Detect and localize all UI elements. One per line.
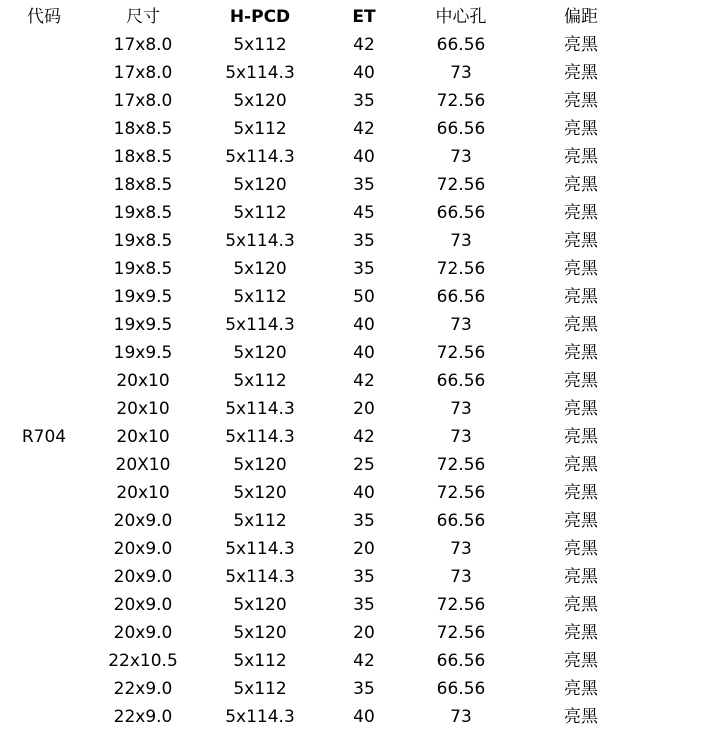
cell-finish: 亮黑 <box>564 427 598 447</box>
cell-et: 25 <box>353 455 375 475</box>
cell-finish: 亮黑 <box>564 371 598 391</box>
header-offset: 偏距 <box>564 7 598 27</box>
cell-spacer <box>646 143 703 171</box>
cell-hpcd: 5x114.3 <box>225 427 295 447</box>
cell-et: 40 <box>353 63 375 83</box>
cell-hpcd: 5x114.3 <box>225 399 295 419</box>
cell-finish: 亮黑 <box>564 63 598 83</box>
cell-finish: 亮黑 <box>564 595 598 615</box>
cell-code <box>0 199 88 227</box>
cell-code <box>0 59 88 87</box>
cell-finish: 亮黑 <box>564 315 598 335</box>
cell-size: 20X10 <box>115 455 171 475</box>
cell-et: 50 <box>353 287 375 307</box>
cell-et: 35 <box>353 175 375 195</box>
table-row <box>0 535 703 563</box>
cell-hpcd: 5x112 <box>233 679 287 699</box>
cell-hpcd: 5x120 <box>233 259 287 279</box>
cell-hpcd: 5x112 <box>233 511 287 531</box>
header-center-bore: 中心孔 <box>435 7 487 27</box>
cell-code <box>0 703 88 731</box>
table-row <box>0 339 703 367</box>
cell-et: 42 <box>353 371 375 391</box>
cell-finish: 亮黑 <box>564 203 598 223</box>
cell-et: 42 <box>353 651 375 671</box>
cell-hpcd: 5x114.3 <box>225 231 295 251</box>
cell-hpcd: 5x120 <box>233 595 287 615</box>
cell-et: 35 <box>353 679 375 699</box>
cell-size: 20x9.0 <box>113 623 173 643</box>
cell-size: 20x9.0 <box>113 595 173 615</box>
cell-hpcd: 5x114.3 <box>225 707 295 727</box>
cell-hpcd: 5x114.3 <box>225 315 295 335</box>
cell-spacer <box>646 115 703 143</box>
cell-et: 35 <box>353 231 375 251</box>
cell-spacer <box>646 423 703 451</box>
cell-center-bore: 72.56 <box>436 455 486 475</box>
cell-size: 19x9.5 <box>113 343 173 363</box>
table-row <box>0 591 703 619</box>
header-row <box>0 3 703 31</box>
cell-center-bore: 73 <box>450 315 472 335</box>
cell-et: 35 <box>353 511 375 531</box>
table-row <box>0 199 703 227</box>
cell-size: 22x10.5 <box>108 651 178 671</box>
cell-code <box>0 339 88 367</box>
wheel-spec-table <box>0 3 703 731</box>
cell-et: 42 <box>353 119 375 139</box>
table-row <box>0 367 703 395</box>
cell-size: 20x10 <box>116 371 170 391</box>
table-row <box>0 59 703 87</box>
cell-et: 40 <box>353 147 375 167</box>
cell-size: 19x9.5 <box>113 315 173 335</box>
cell-size: 18x8.5 <box>113 119 173 139</box>
cell-finish: 亮黑 <box>564 567 598 587</box>
cell-code <box>0 31 88 59</box>
cell-center-bore: 72.56 <box>436 623 486 643</box>
cell-finish: 亮黑 <box>564 679 598 699</box>
cell-size: 20x10 <box>116 483 170 503</box>
table-row <box>0 675 703 703</box>
cell-code <box>0 619 88 647</box>
cell-finish: 亮黑 <box>564 231 598 251</box>
cell-hpcd: 5x114.3 <box>225 539 295 559</box>
cell-hpcd: 5x114.3 <box>225 147 295 167</box>
table-row <box>0 619 703 647</box>
cell-center-bore: 73 <box>450 567 472 587</box>
cell-code <box>0 675 88 703</box>
cell-size: 17x8.0 <box>113 91 173 111</box>
cell-size: 22x9.0 <box>113 679 173 699</box>
table-row <box>0 703 703 731</box>
table-row <box>0 31 703 59</box>
cell-finish: 亮黑 <box>564 483 598 503</box>
cell-code <box>0 87 88 115</box>
cell-hpcd: 5x112 <box>233 651 287 671</box>
cell-hpcd: 5x112 <box>233 35 287 55</box>
cell-code <box>0 591 88 619</box>
cell-finish: 亮黑 <box>564 707 598 727</box>
table-row <box>0 647 703 675</box>
header-size: 尺寸 <box>126 7 160 27</box>
cell-spacer <box>646 647 703 675</box>
cell-et: 35 <box>353 259 375 279</box>
cell-spacer <box>646 703 703 731</box>
table-row <box>0 171 703 199</box>
cell-hpcd: 5x112 <box>233 287 287 307</box>
cell-hpcd: 5x114.3 <box>225 567 295 587</box>
cell-spacer <box>646 563 703 591</box>
cell-et: 40 <box>353 707 375 727</box>
cell-size: 19x8.5 <box>113 231 173 251</box>
cell-center-bore: 73 <box>450 707 472 727</box>
cell-spacer <box>646 31 703 59</box>
table-row <box>0 87 703 115</box>
cell-spacer <box>646 311 703 339</box>
cell-et: 40 <box>353 343 375 363</box>
table-row <box>0 255 703 283</box>
table-row <box>0 311 703 339</box>
table-row <box>0 423 703 451</box>
cell-center-bore: 73 <box>450 231 472 251</box>
table-row <box>0 143 703 171</box>
cell-spacer <box>646 227 703 255</box>
cell-finish: 亮黑 <box>564 175 598 195</box>
cell-code <box>0 451 88 479</box>
cell-spacer <box>646 171 703 199</box>
cell-center-bore: 66.56 <box>436 287 486 307</box>
cell-et: 20 <box>353 399 375 419</box>
cell-hpcd: 5x120 <box>233 483 287 503</box>
cell-size: 17x8.0 <box>113 63 173 83</box>
cell-size: 22x9.0 <box>113 707 173 727</box>
cell-hpcd: 5x120 <box>233 91 287 111</box>
cell-center-bore: 73 <box>450 147 472 167</box>
cell-center-bore: 72.56 <box>436 259 486 279</box>
cell-code <box>0 479 88 507</box>
cell-center-bore: 66.56 <box>436 119 486 139</box>
cell-size: 18x8.5 <box>113 147 173 167</box>
cell-center-bore: 66.56 <box>436 651 486 671</box>
cell-code: R704 <box>21 427 67 447</box>
cell-et: 35 <box>353 91 375 111</box>
table-row <box>0 563 703 591</box>
cell-spacer <box>646 283 703 311</box>
cell-center-bore: 72.56 <box>436 91 486 111</box>
cell-et: 42 <box>353 35 375 55</box>
cell-spacer <box>646 591 703 619</box>
cell-size: 18x8.5 <box>113 175 173 195</box>
table-row <box>0 507 703 535</box>
cell-hpcd: 5x120 <box>233 455 287 475</box>
cell-et: 35 <box>353 567 375 587</box>
cell-size: 19x9.5 <box>113 287 173 307</box>
cell-finish: 亮黑 <box>564 91 598 111</box>
cell-code <box>0 311 88 339</box>
cell-center-bore: 73 <box>450 63 472 83</box>
cell-center-bore: 66.56 <box>436 511 486 531</box>
cell-code <box>0 535 88 563</box>
cell-spacer <box>646 395 703 423</box>
cell-finish: 亮黑 <box>564 399 598 419</box>
cell-code <box>0 171 88 199</box>
cell-code <box>0 507 88 535</box>
cell-center-bore: 72.56 <box>436 343 486 363</box>
header-et: ET <box>352 7 376 27</box>
cell-hpcd: 5x112 <box>233 371 287 391</box>
cell-center-bore: 66.56 <box>436 679 486 699</box>
cell-center-bore: 66.56 <box>436 203 486 223</box>
cell-hpcd: 5x120 <box>233 623 287 643</box>
cell-code <box>0 647 88 675</box>
cell-spacer <box>646 87 703 115</box>
cell-center-bore: 73 <box>450 399 472 419</box>
cell-et: 42 <box>353 427 375 447</box>
header-code: 代码 <box>27 7 61 27</box>
cell-size: 20x10 <box>116 427 170 447</box>
cell-hpcd: 5x112 <box>233 203 287 223</box>
cell-code <box>0 227 88 255</box>
cell-hpcd: 5x114.3 <box>225 63 295 83</box>
table-row <box>0 115 703 143</box>
cell-spacer <box>646 535 703 563</box>
table-row <box>0 479 703 507</box>
table-row <box>0 227 703 255</box>
cell-center-bore: 72.56 <box>436 175 486 195</box>
cell-center-bore: 73 <box>450 539 472 559</box>
cell-et: 40 <box>353 315 375 335</box>
cell-size: 19x8.5 <box>113 259 173 279</box>
cell-finish: 亮黑 <box>564 287 598 307</box>
cell-size: 20x9.0 <box>113 511 173 531</box>
cell-et: 20 <box>353 623 375 643</box>
cell-spacer <box>646 199 703 227</box>
cell-spacer <box>646 507 703 535</box>
cell-spacer <box>646 451 703 479</box>
cell-size: 17x8.0 <box>113 35 173 55</box>
cell-finish: 亮黑 <box>564 539 598 559</box>
cell-finish: 亮黑 <box>564 147 598 167</box>
cell-size: 20x9.0 <box>113 567 173 587</box>
cell-spacer <box>646 255 703 283</box>
cell-code <box>0 395 88 423</box>
cell-center-bore: 72.56 <box>436 483 486 503</box>
cell-finish: 亮黑 <box>564 259 598 279</box>
cell-finish: 亮黑 <box>564 511 598 531</box>
table-body <box>0 31 703 731</box>
cell-code <box>0 283 88 311</box>
table-row <box>0 283 703 311</box>
cell-center-bore: 72.56 <box>436 595 486 615</box>
cell-finish: 亮黑 <box>564 119 598 139</box>
cell-finish: 亮黑 <box>564 35 598 55</box>
header-spacer <box>646 3 703 31</box>
cell-size: 20x10 <box>116 399 170 419</box>
cell-center-bore: 66.56 <box>436 371 486 391</box>
cell-et: 40 <box>353 483 375 503</box>
cell-et: 35 <box>353 595 375 615</box>
cell-spacer <box>646 619 703 647</box>
cell-et: 45 <box>353 203 375 223</box>
cell-hpcd: 5x120 <box>233 343 287 363</box>
cell-code <box>0 367 88 395</box>
cell-spacer <box>646 367 703 395</box>
cell-finish: 亮黑 <box>564 651 598 671</box>
cell-code <box>0 143 88 171</box>
cell-finish: 亮黑 <box>564 455 598 475</box>
cell-spacer <box>646 59 703 87</box>
header-hpcd: H-PCD <box>229 7 291 27</box>
cell-spacer <box>646 479 703 507</box>
cell-finish: 亮黑 <box>564 343 598 363</box>
cell-size: 19x8.5 <box>113 203 173 223</box>
cell-spacer <box>646 339 703 367</box>
cell-hpcd: 5x112 <box>233 119 287 139</box>
cell-size: 20x9.0 <box>113 539 173 559</box>
table-row <box>0 451 703 479</box>
cell-hpcd: 5x120 <box>233 175 287 195</box>
table-row <box>0 395 703 423</box>
cell-spacer <box>646 675 703 703</box>
cell-code <box>0 255 88 283</box>
cell-code <box>0 563 88 591</box>
cell-center-bore: 66.56 <box>436 35 486 55</box>
cell-center-bore: 73 <box>450 427 472 447</box>
cell-finish: 亮黑 <box>564 623 598 643</box>
cell-code <box>0 115 88 143</box>
cell-et: 20 <box>353 539 375 559</box>
